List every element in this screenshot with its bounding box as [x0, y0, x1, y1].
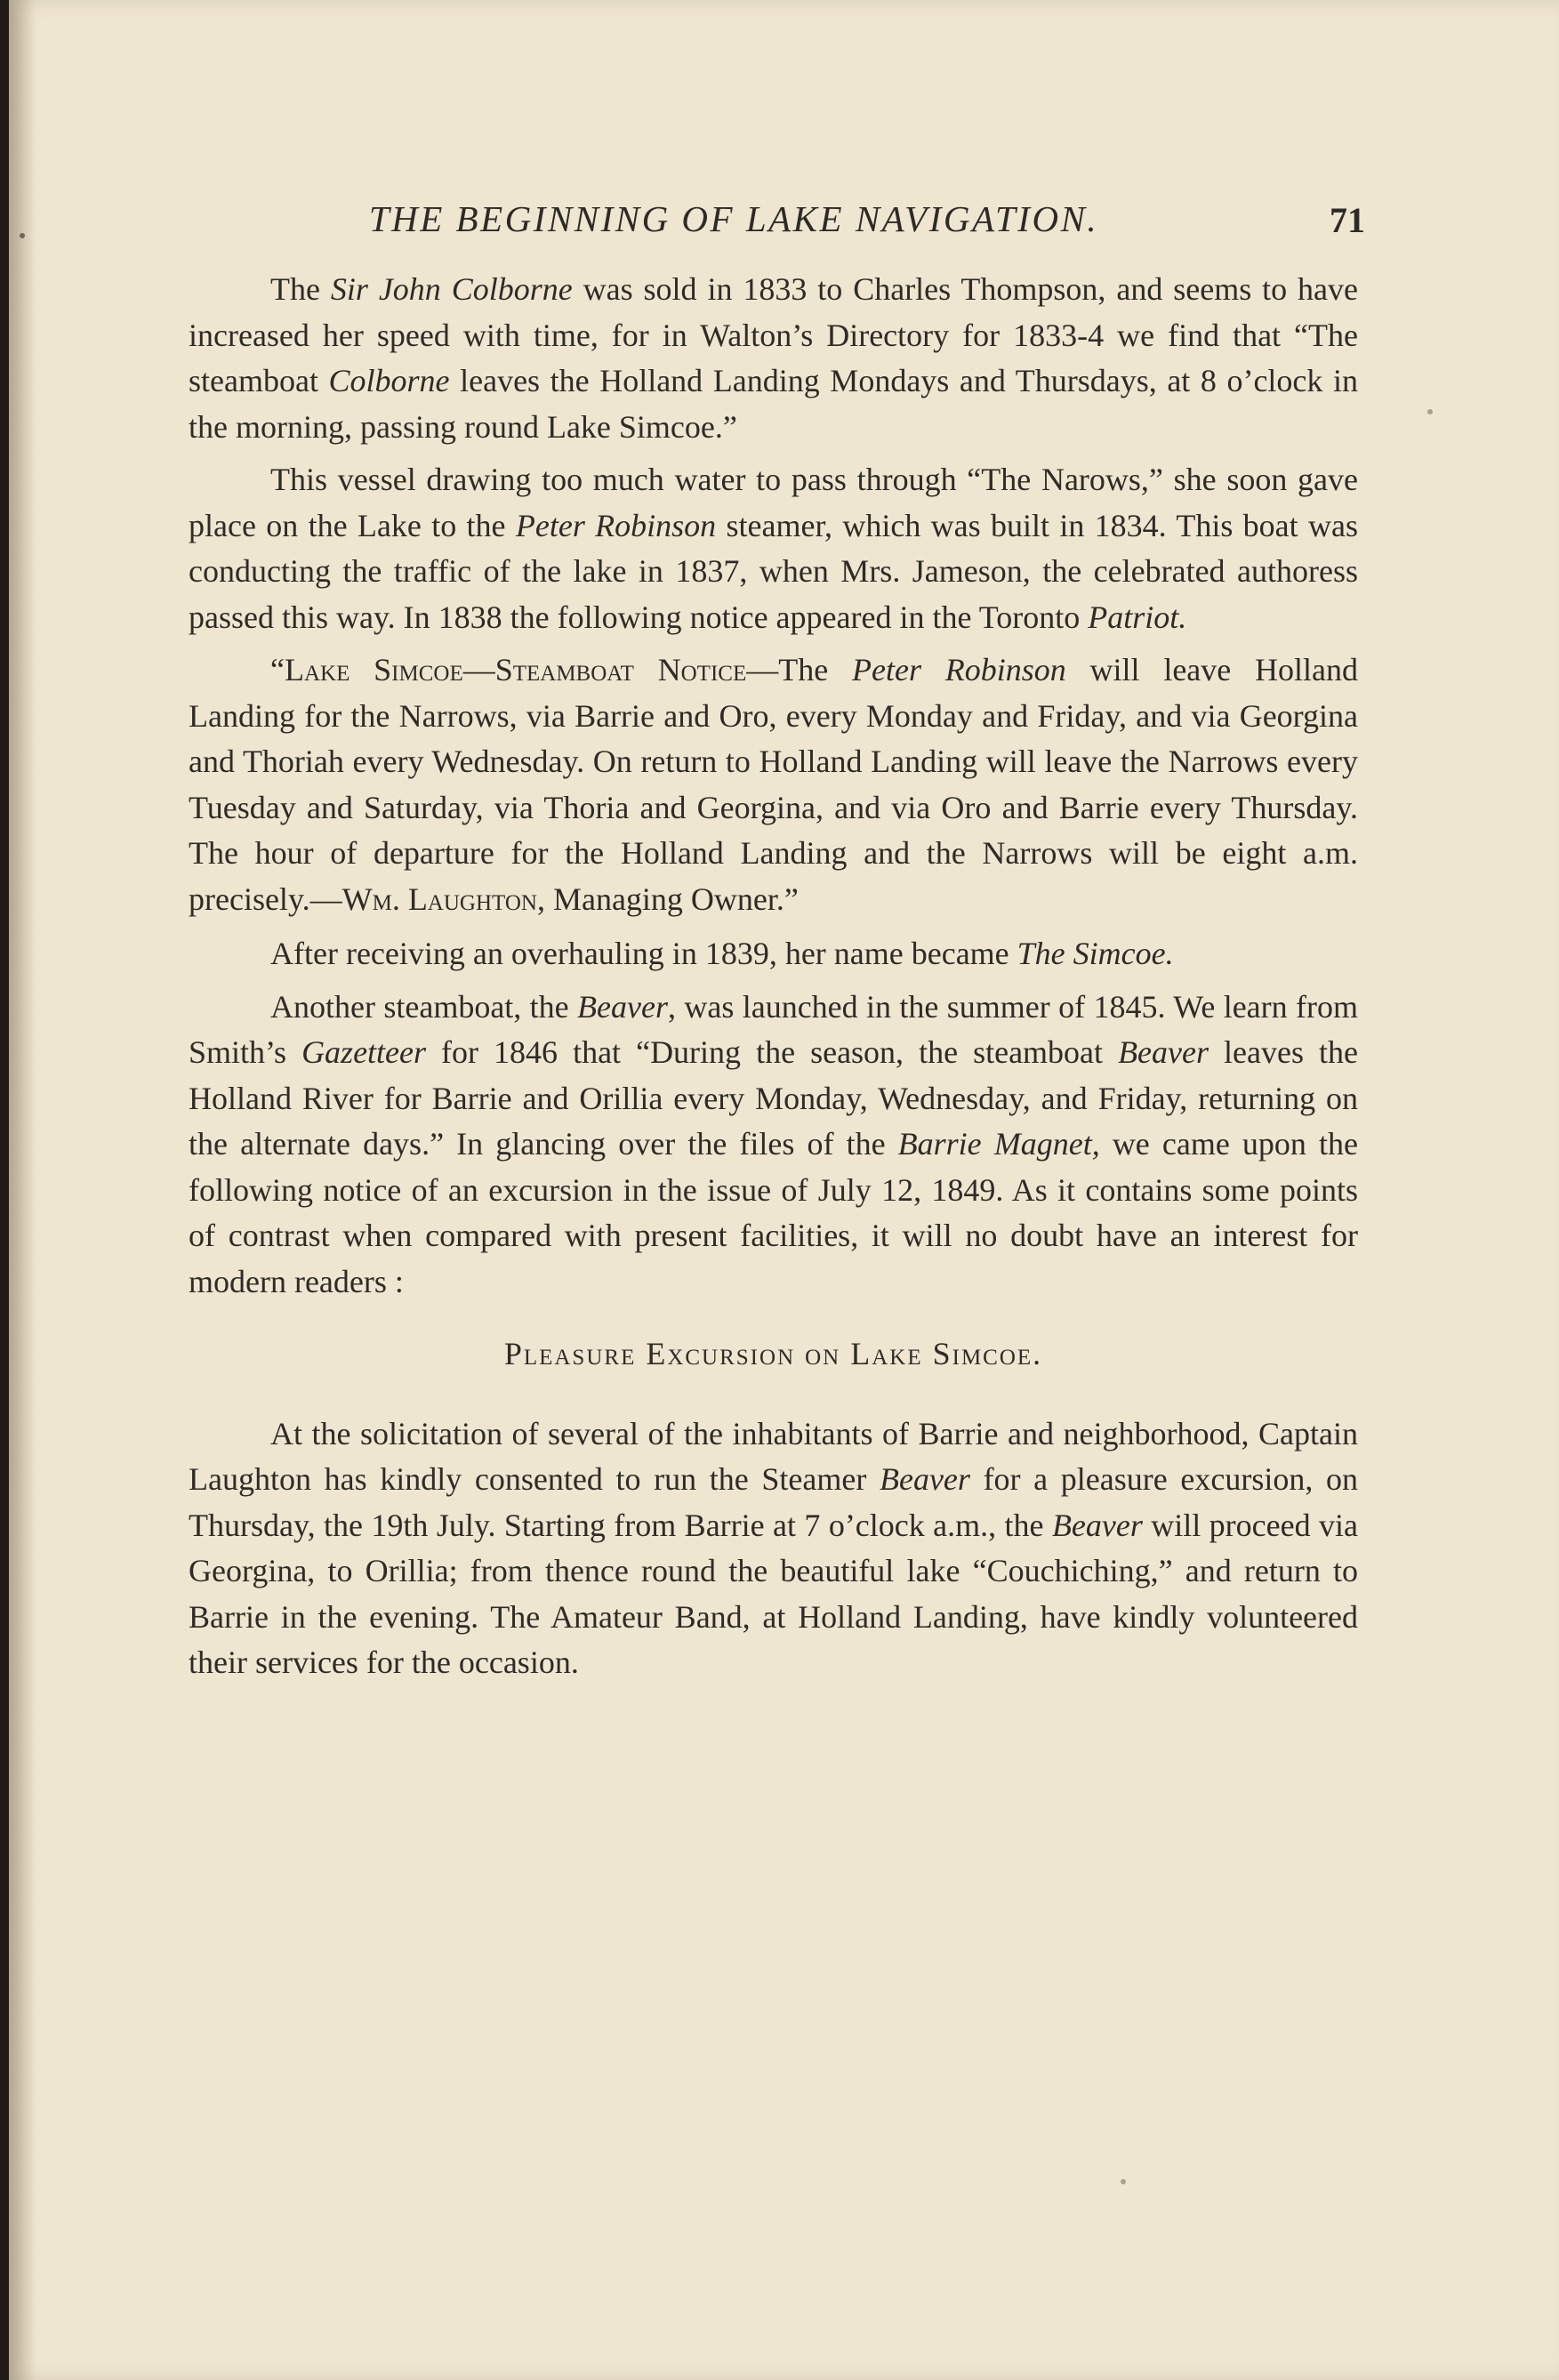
text-run: leaves the Holland Landing Mondays and Thursdays, at 8 o’clock in the morning, passing round Lake Simcoe.” [189, 363, 1358, 445]
paragraph-simcoe-rename [189, 931, 1358, 977]
text-run: This vessel drawing too much water to pass through “The Narows,” she soon gave place on the Lake to the [189, 462, 1358, 543]
text-run: leaves the Holland River for Barrie and Orillia every Monday, Wednesday, and Friday, returning on the alternate days.” In glancing over the files of the [189, 1034, 1358, 1162]
page-gutter-shadow [9, 0, 36, 2380]
paragraph-excursion-notice [189, 1411, 1358, 1686]
ship-name: Beaver [1051, 1507, 1143, 1543]
text-run: After receiving an overhauling in 1839, her name became [270, 936, 1017, 971]
notice-heading: Lake Simcoe—Steamboat Notice [284, 652, 747, 687]
text-run: “ [270, 652, 285, 687]
ship-name: Beaver [1118, 1034, 1209, 1070]
signatory-name: Wm. Laughton [342, 880, 537, 917]
section-heading: Pleasure Excursion on Lake Simcoe. [503, 1336, 1043, 1371]
ship-name: Beaver [577, 988, 668, 1025]
text-run: , Managing Owner.” [536, 880, 799, 917]
paper-speck [1121, 2179, 1126, 2184]
paper-speck [1427, 409, 1433, 414]
ship-name: Beaver [879, 1461, 970, 1497]
text-run: Another steamboat, the [270, 988, 578, 1025]
text-run: will proceed via Georgina, to Orillia; from thence round the beautiful lake “Couchiching,” and return to Barrie in the evening. The Amateur Band, at Holland Landing, have kindly volunteered their services for the occasion. [189, 1507, 1358, 1680]
newspaper-name: Barrie Magnet, [897, 1126, 1100, 1162]
newspaper-name: Patriot. [1088, 599, 1187, 635]
publication-name: Gazetteer [301, 1034, 427, 1070]
ship-name: Sir John Colborne [330, 271, 573, 307]
text-run: At the solicitation of several of the inhabitants of Barrie and neighborhood, Captain Laughton has kindly consented to run the Steamer [189, 1415, 1358, 1497]
paragraph-steamboat-notice [189, 647, 1358, 922]
text-run: was sold in 1833 to Charles Thompson, and seems to have increased her speed with time, for in Walton’s Directory for 1833-4 we find that “The steamboat [189, 271, 1358, 398]
text-run: we came upon the following notice of an excursion in the issue of July 12, 1849. As it contains some points of contrast when compared with present facilities, it will no doubt have an interest for modern readers : [189, 1126, 1358, 1299]
running-header [200, 197, 1365, 251]
text-run: will leave Holland Landing for the Narrows, via Barrie and Oro, every Monday and Friday, and via Georgina and Thoriah every Wednesday. On return to Holland Landing will leave the Narrows every Tuesday and Saturday, via Thoria and Georgina, and via Oro and Barrie every Thursday. The hour of departure for the Holland Landing and the Narrows will be eight a.m. precisely.— [189, 652, 1359, 917]
text-run: —The [746, 652, 852, 687]
text-run: , was launched in the summer of 1845. We learn from Smith’s [189, 988, 1358, 1070]
paragraph-colborne [189, 267, 1358, 450]
ship-name: Peter Robinson [852, 652, 1066, 687]
paragraph-beaver [189, 985, 1358, 1306]
ship-name: The Simcoe. [1017, 936, 1174, 971]
ship-name: Colborne [328, 363, 450, 398]
text-run: The [270, 271, 331, 307]
text-run: for 1846 that “During the season, the steamboat [426, 1034, 1119, 1070]
running-title: THE BEGINNING OF LAKE NAVIGATION. [368, 198, 1099, 239]
ship-name: Peter Robinson [515, 507, 717, 543]
book-page [9, 0, 1559, 2380]
text-run: steamer, which was built in 1834. This boat was conducting the traffic of the lake in 1837, when Mrs. Jameson, the celebrated authoress passed this way. In 1838 the following notice appeared in the Toronto [189, 507, 1358, 635]
text-run: for a pleasure excursion, on Thursday, the 19th July. Starting from Barrie at 7 o’clock a.m., the [189, 1461, 1358, 1543]
page-number: 71 [1330, 200, 1365, 240]
body-text [189, 267, 1358, 1693]
paragraph-peter-robinson [189, 457, 1358, 640]
